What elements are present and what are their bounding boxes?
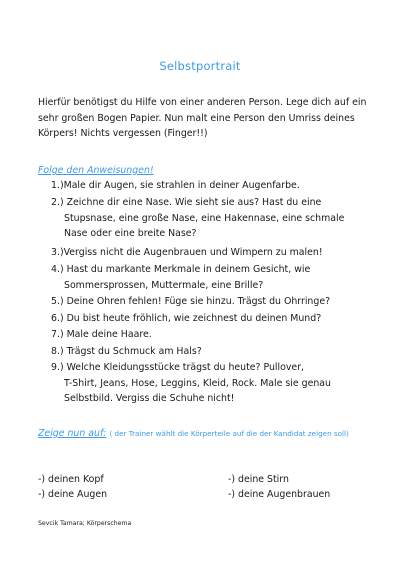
step-text: 8.) Trägst du Schmuck am Hals?: [51, 346, 202, 357]
instructions-heading: [38, 165, 154, 176]
intro-paragraph: Hierfür benötigst du Hilfe von einer anderen Person. Lege dich auf ein sehr großen Bogen Papier. Nun malt eine Person den Umriss deines Körpers! Nichts vergessen (Finger!!): [38, 97, 367, 139]
list-item: [51, 294, 371, 310]
step-continuation: T-Shirt, Jeans, Hose, Leggins, Kleid, Rock. Male sie genau Selbstbild. Vergiss die Schuhe nicht!: [64, 377, 331, 404]
list-item: [51, 195, 355, 242]
list-item: [51, 344, 371, 360]
list-item: [51, 178, 371, 194]
step-text: 6.) Du bist heute fröhlich, wie zeichnest du deinen Mund?: [51, 313, 322, 324]
step-text: 4.) Hast du markante Merkmale in deinem Gesicht, wie: [51, 264, 311, 275]
step-text: 3.)Vergiss nicht die Augenbrauen und Wimpern zu malen!: [51, 247, 323, 258]
list-item: -) deinen Kopf: [38, 474, 104, 485]
step-continuation: Stupsnase, eine große Nase, eine Hakennase, eine schmale Nase oder eine breite Nase?: [64, 212, 345, 239]
list-item: -) deine Augen: [38, 489, 108, 500]
step-text: 9.) Welche Kleidungsstücke trägst du heute? Pullover,: [51, 362, 305, 373]
page-title: Selbstportrait: [159, 59, 241, 73]
step-continuation: Sommersprossen, Muttermale, eine Brille?: [64, 279, 264, 291]
list-item: [51, 245, 371, 261]
step-text: 5.) Deine Ohren fehlen! Füge sie hinzu. Trägst du Ohrringe?: [51, 296, 331, 307]
list-item: [51, 311, 371, 327]
instructions-heading-text: Folge den Anweisungen!: [38, 165, 154, 176]
show-heading: [38, 427, 368, 440]
list-item: [51, 327, 371, 343]
list-item: [51, 262, 371, 293]
list-item: -) deine Stirn: [228, 474, 289, 485]
list-item: -) deine Augenbrauen: [228, 489, 331, 500]
list-item: [51, 360, 371, 407]
step-text: 2.) Zeichne dir eine Nase. Wie sieht sie aus? Hast du eine: [51, 197, 322, 208]
trainer-note: ( der Trainer wählt die Körperteile auf die der Kandidat zeigen soll): [109, 429, 349, 438]
footer-credit: Sevcik Tamara; Körperschema: [38, 520, 132, 527]
step-text: 1.)Male dir Augen, sie strahlen in deiner Augenfarbe.: [51, 180, 300, 191]
show-heading-text: Zeige nun auf:: [38, 428, 107, 439]
step-text: 7.) Male deine Haare.: [51, 329, 152, 340]
